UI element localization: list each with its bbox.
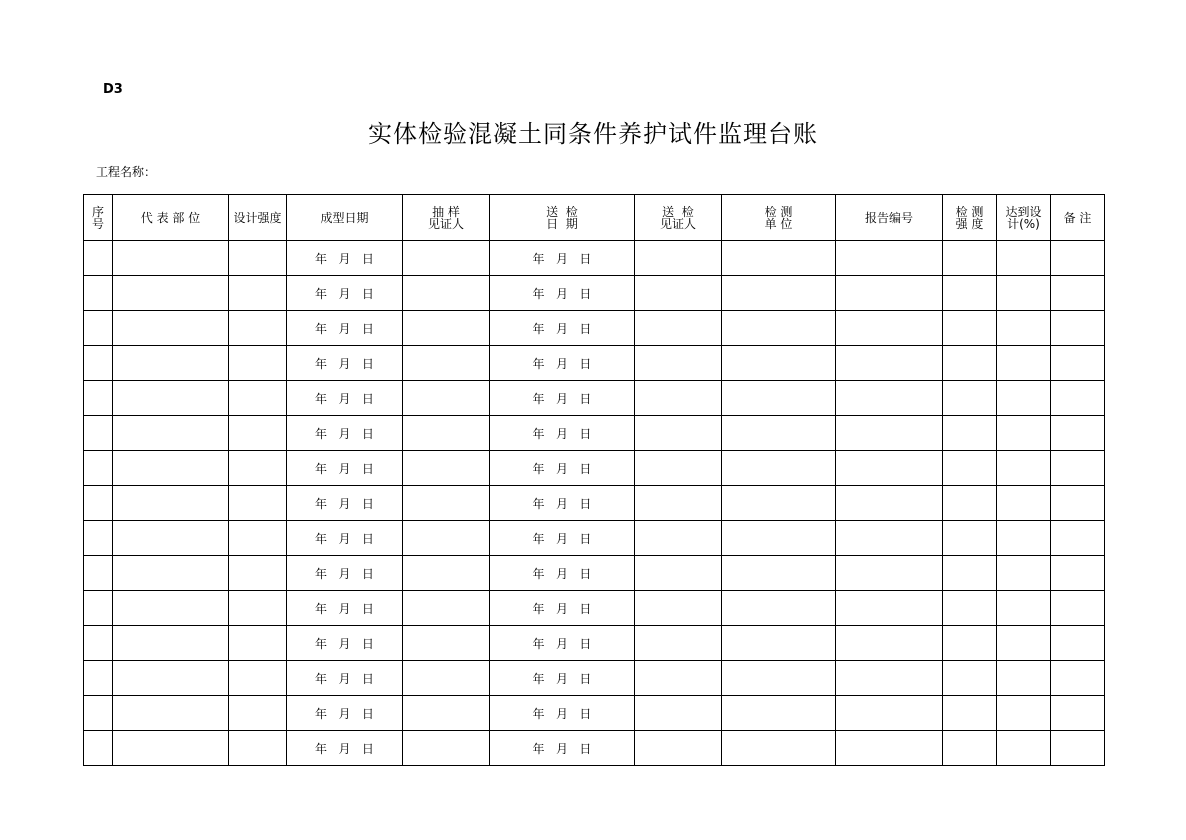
report-number-cell <box>836 696 943 731</box>
date-placeholder: 年 月 日 <box>315 706 374 721</box>
design-strength-cell <box>229 521 287 556</box>
design-strength-cell <box>229 451 287 486</box>
design-percentage-cell <box>997 626 1051 661</box>
serial-cell <box>84 276 113 311</box>
design-percentage-cell <box>997 521 1051 556</box>
remarks-cell <box>1051 696 1105 731</box>
date-placeholder: 年 月 日 <box>532 496 592 511</box>
table-row <box>84 626 1105 661</box>
remarks-cell <box>1051 486 1105 521</box>
submission-witness-cell <box>635 381 722 416</box>
design-percentage-cell <box>997 276 1051 311</box>
remarks-cell <box>1051 311 1105 346</box>
remarks-cell <box>1051 731 1105 766</box>
design-percentage-cell <box>997 486 1051 521</box>
date-placeholder: 年 月 日 <box>315 601 374 616</box>
serial-cell <box>84 591 113 626</box>
serial-cell <box>84 416 113 451</box>
tested-strength-cell <box>943 661 997 696</box>
table-row <box>84 591 1105 626</box>
table-row <box>84 661 1105 696</box>
report-number-cell <box>836 521 943 556</box>
date-placeholder: 年 月 日 <box>532 706 592 721</box>
molding-date-cell <box>287 276 403 311</box>
submission-witness-cell <box>635 311 722 346</box>
design-percentage-cell <box>997 731 1051 766</box>
date-placeholder: 年 月 日 <box>532 391 592 406</box>
location-cell <box>113 626 229 661</box>
remarks-cell <box>1051 381 1105 416</box>
sampling-witness-cell <box>403 591 490 626</box>
molding-date-cell <box>287 346 403 381</box>
submission-date-cell <box>490 626 635 661</box>
location-cell <box>113 451 229 486</box>
header-remarks: 备 注 <box>1051 195 1105 241</box>
report-number-cell <box>836 451 943 486</box>
date-placeholder: 年 月 日 <box>315 461 374 476</box>
date-placeholder: 年 月 日 <box>315 636 374 651</box>
serial-cell <box>84 486 113 521</box>
submission-date-cell <box>490 241 635 276</box>
testing-unit-cell <box>722 486 836 521</box>
serial-cell <box>84 451 113 486</box>
molding-date-cell <box>287 556 403 591</box>
testing-unit-cell <box>722 276 836 311</box>
tested-strength-cell <box>943 451 997 486</box>
design-strength-cell <box>229 626 287 661</box>
design-strength-cell <box>229 276 287 311</box>
serial-cell <box>84 556 113 591</box>
testing-unit-cell <box>722 381 836 416</box>
header-design-percentage: 达到设 计(%) <box>997 195 1051 241</box>
remarks-cell <box>1051 276 1105 311</box>
molding-date-cell <box>287 451 403 486</box>
report-number-cell <box>836 241 943 276</box>
date-placeholder: 年 月 日 <box>532 566 592 581</box>
report-number-cell <box>836 556 943 591</box>
design-percentage-cell <box>997 696 1051 731</box>
testing-unit-cell <box>722 591 836 626</box>
serial-cell <box>84 521 113 556</box>
date-placeholder: 年 月 日 <box>315 496 374 511</box>
molding-date-cell <box>287 241 403 276</box>
date-placeholder: 年 月 日 <box>315 251 374 266</box>
tested-strength-cell <box>943 591 997 626</box>
date-placeholder: 年 月 日 <box>315 356 374 371</box>
submission-witness-cell <box>635 556 722 591</box>
submission-date-cell <box>490 696 635 731</box>
location-cell <box>113 556 229 591</box>
location-cell <box>113 416 229 451</box>
location-cell <box>113 276 229 311</box>
submission-witness-cell <box>635 661 722 696</box>
submission-witness-cell <box>635 486 722 521</box>
remarks-cell <box>1051 556 1105 591</box>
testing-unit-cell <box>722 731 836 766</box>
tested-strength-cell <box>943 731 997 766</box>
table-row <box>84 696 1105 731</box>
submission-witness-cell <box>635 591 722 626</box>
submission-date-cell <box>490 591 635 626</box>
date-placeholder: 年 月 日 <box>315 391 374 406</box>
remarks-cell <box>1051 521 1105 556</box>
remarks-cell <box>1051 416 1105 451</box>
sampling-witness-cell <box>403 661 490 696</box>
testing-unit-cell <box>722 626 836 661</box>
design-strength-cell <box>229 311 287 346</box>
tested-strength-cell <box>943 626 997 661</box>
testing-unit-cell <box>722 346 836 381</box>
table-row <box>84 311 1105 346</box>
location-cell <box>113 381 229 416</box>
date-placeholder: 年 月 日 <box>532 741 592 756</box>
table-row <box>84 731 1105 766</box>
design-percentage-cell <box>997 451 1051 486</box>
date-placeholder: 年 月 日 <box>532 356 592 371</box>
page-title: 实体检验混凝土同条件养护试件监理台账 <box>368 120 818 148</box>
tested-strength-cell <box>943 556 997 591</box>
submission-witness-cell <box>635 346 722 381</box>
design-percentage-cell <box>997 311 1051 346</box>
submission-witness-cell <box>635 276 722 311</box>
remarks-cell <box>1051 346 1105 381</box>
header-tested-strength: 检 测 强 度 <box>943 195 997 241</box>
submission-date-cell <box>490 731 635 766</box>
sampling-witness-cell <box>403 731 490 766</box>
table-row <box>84 521 1105 556</box>
design-strength-cell <box>229 556 287 591</box>
location-cell <box>113 731 229 766</box>
serial-cell <box>84 381 113 416</box>
table-row <box>84 241 1105 276</box>
tested-strength-cell <box>943 416 997 451</box>
date-placeholder: 年 月 日 <box>315 566 374 581</box>
molding-date-cell <box>287 311 403 346</box>
sampling-witness-cell <box>403 311 490 346</box>
date-placeholder: 年 月 日 <box>315 671 374 686</box>
molding-date-cell <box>287 661 403 696</box>
tested-strength-cell <box>943 346 997 381</box>
report-number-cell <box>836 731 943 766</box>
design-strength-cell <box>229 241 287 276</box>
report-number-cell <box>836 626 943 661</box>
serial-cell <box>84 346 113 381</box>
report-number-cell <box>836 486 943 521</box>
date-placeholder: 年 月 日 <box>532 251 592 266</box>
design-strength-cell <box>229 731 287 766</box>
date-placeholder: 年 月 日 <box>532 531 592 546</box>
table-row <box>84 451 1105 486</box>
submission-date-cell <box>490 661 635 696</box>
design-strength-cell <box>229 591 287 626</box>
submission-witness-cell <box>635 521 722 556</box>
sampling-witness-cell <box>403 521 490 556</box>
header-submission-date: 送 检 日 期 <box>490 195 635 241</box>
date-placeholder: 年 月 日 <box>532 601 592 616</box>
date-placeholder: 年 月 日 <box>315 531 374 546</box>
table-row <box>84 486 1105 521</box>
molding-date-cell <box>287 416 403 451</box>
molding-date-cell <box>287 696 403 731</box>
testing-unit-cell <box>722 241 836 276</box>
testing-unit-cell <box>722 556 836 591</box>
report-number-cell <box>836 661 943 696</box>
date-placeholder: 年 月 日 <box>532 286 592 301</box>
report-number-cell <box>836 276 943 311</box>
location-cell <box>113 696 229 731</box>
molding-date-cell <box>287 626 403 661</box>
design-strength-cell <box>229 346 287 381</box>
header-molding-date: 成型日期 <box>287 195 403 241</box>
submission-witness-cell <box>635 731 722 766</box>
design-strength-cell <box>229 381 287 416</box>
design-percentage-cell <box>997 381 1051 416</box>
date-placeholder: 年 月 日 <box>532 426 592 441</box>
submission-date-cell <box>490 556 635 591</box>
date-placeholder: 年 月 日 <box>315 286 374 301</box>
serial-cell <box>84 696 113 731</box>
submission-date-cell <box>490 416 635 451</box>
submission-date-cell <box>490 276 635 311</box>
sampling-witness-cell <box>403 486 490 521</box>
sampling-witness-cell <box>403 696 490 731</box>
design-strength-cell <box>229 661 287 696</box>
date-placeholder: 年 月 日 <box>532 461 592 476</box>
design-percentage-cell <box>997 591 1051 626</box>
report-number-cell <box>836 311 943 346</box>
header-representative-location: 代 表 部 位 <box>113 195 229 241</box>
header-row <box>84 195 1105 241</box>
header-design-strength: 设计强度 <box>229 195 287 241</box>
molding-date-cell <box>287 486 403 521</box>
location-cell <box>113 661 229 696</box>
tested-strength-cell <box>943 381 997 416</box>
remarks-cell <box>1051 591 1105 626</box>
design-percentage-cell <box>997 556 1051 591</box>
location-cell <box>113 486 229 521</box>
tested-strength-cell <box>943 486 997 521</box>
submission-date-cell <box>490 451 635 486</box>
submission-date-cell <box>490 381 635 416</box>
sampling-witness-cell <box>403 241 490 276</box>
serial-cell <box>84 241 113 276</box>
header-testing-unit: 检 测 单 位 <box>722 195 836 241</box>
testing-unit-cell <box>722 311 836 346</box>
date-placeholder: 年 月 日 <box>532 636 592 651</box>
testing-unit-cell <box>722 661 836 696</box>
sampling-witness-cell <box>403 556 490 591</box>
header-submission-witness: 送 检 见证人 <box>635 195 722 241</box>
location-cell <box>113 591 229 626</box>
tested-strength-cell <box>943 521 997 556</box>
date-placeholder: 年 月 日 <box>532 671 592 686</box>
molding-date-cell <box>287 591 403 626</box>
location-cell <box>113 241 229 276</box>
testing-unit-cell <box>722 416 836 451</box>
table-row <box>84 381 1105 416</box>
header-serial-number: 序 号 <box>84 195 113 241</box>
submission-witness-cell <box>635 416 722 451</box>
design-strength-cell <box>229 696 287 731</box>
submission-date-cell <box>490 521 635 556</box>
sampling-witness-cell <box>403 346 490 381</box>
location-cell <box>113 311 229 346</box>
molding-date-cell <box>287 381 403 416</box>
testing-unit-cell <box>722 451 836 486</box>
design-strength-cell <box>229 486 287 521</box>
tested-strength-cell <box>943 241 997 276</box>
submission-date-cell <box>490 311 635 346</box>
tested-strength-cell <box>943 276 997 311</box>
remarks-cell <box>1051 451 1105 486</box>
report-number-cell <box>836 346 943 381</box>
table-row <box>84 346 1105 381</box>
tested-strength-cell <box>943 696 997 731</box>
date-placeholder: 年 月 日 <box>315 741 374 756</box>
molding-date-cell <box>287 731 403 766</box>
design-percentage-cell <box>997 661 1051 696</box>
ledger-table <box>83 194 1105 766</box>
design-percentage-cell <box>997 416 1051 451</box>
sampling-witness-cell <box>403 276 490 311</box>
submission-date-cell <box>490 486 635 521</box>
remarks-cell <box>1051 241 1105 276</box>
submission-witness-cell <box>635 696 722 731</box>
molding-date-cell <box>287 521 403 556</box>
date-placeholder: 年 月 日 <box>532 321 592 336</box>
table-row <box>84 556 1105 591</box>
testing-unit-cell <box>722 521 836 556</box>
design-strength-cell <box>229 416 287 451</box>
sampling-witness-cell <box>403 381 490 416</box>
date-placeholder: 年 月 日 <box>315 321 374 336</box>
report-number-cell <box>836 591 943 626</box>
submission-witness-cell <box>635 451 722 486</box>
serial-cell <box>84 311 113 346</box>
table-row <box>84 416 1105 451</box>
document-code: D3 <box>103 82 123 97</box>
ledger-body <box>84 241 1105 766</box>
report-number-cell <box>836 416 943 451</box>
serial-cell <box>84 626 113 661</box>
location-cell <box>113 521 229 556</box>
report-number-cell <box>836 381 943 416</box>
testing-unit-cell <box>722 696 836 731</box>
serial-cell <box>84 731 113 766</box>
location-cell <box>113 346 229 381</box>
table-row <box>84 276 1105 311</box>
remarks-cell <box>1051 661 1105 696</box>
tested-strength-cell <box>943 311 997 346</box>
sampling-witness-cell <box>403 626 490 661</box>
sampling-witness-cell <box>403 416 490 451</box>
project-name-label: 工程名称： <box>96 165 157 179</box>
remarks-cell <box>1051 626 1105 661</box>
submission-witness-cell <box>635 626 722 661</box>
submission-date-cell <box>490 346 635 381</box>
header-sampling-witness: 抽 样 见证人 <box>403 195 490 241</box>
header-report-number: 报告编号 <box>836 195 943 241</box>
submission-witness-cell <box>635 241 722 276</box>
date-placeholder: 年 月 日 <box>315 426 374 441</box>
design-percentage-cell <box>997 346 1051 381</box>
sampling-witness-cell <box>403 451 490 486</box>
serial-cell <box>84 661 113 696</box>
design-percentage-cell <box>997 241 1051 276</box>
